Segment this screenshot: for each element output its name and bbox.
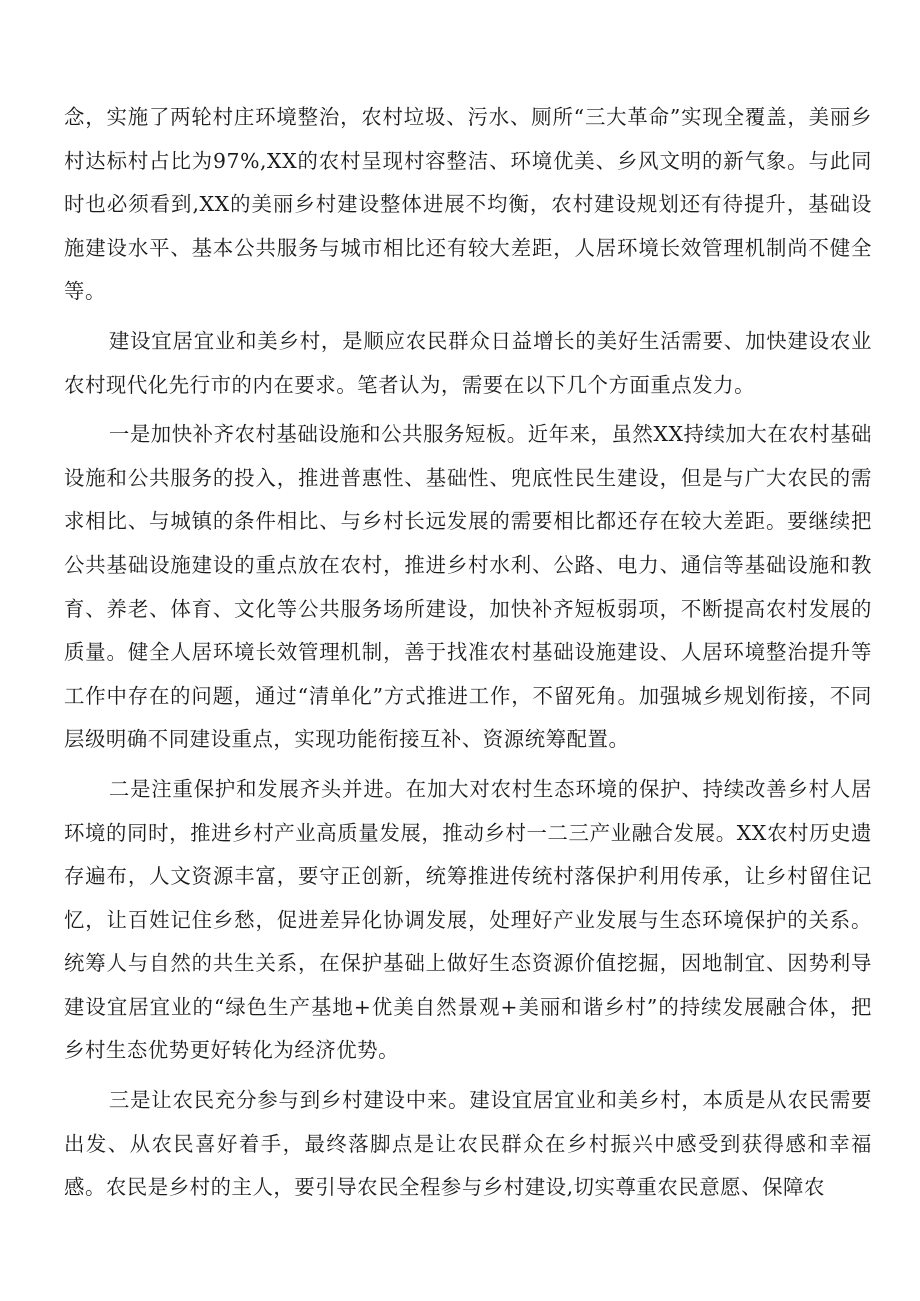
document-body — [64, 96, 872, 1216]
paragraph-4: 二是注重保护和发展齐头并进。在加大对农村生态环境的保护、持续改善乡村人居环境的同时，推进乡村产业高质量发展，推动乡村一二三产业融合发展。XX农村历史遗存遍布，人文资源丰富，要守正创新，统筹推进传统村落保护利用传承，让乡村留住记忆，让百姓记住乡愁，促进差异化协调发展，处理好产业发展与生态环境保护的关系。统筹人与自然的共生关系，在保护基础上做好生态资源价值挖掘，因地制宜、因势利导建设宜居宜业的“绿色生产基地+优美自然景观+美丽和谐乡村”的持续发展融合体，把乡村生态优势更好转化为经济优势。 — [64, 776, 872, 1063]
paragraph-2: 建设宜居宜业和美乡村，是顺应农民群众日益增长的美好生活需要、加快建设农业农村现代化先行市的内在要求。笔者认为，需要在以下几个方面重点发力。 — [64, 328, 872, 397]
paragraph-1: 念，实施了两轮村庄环境整治，农村垃圾、污水、厕所“三大革命”实现全覆盖，美丽乡村达标村占比为97%,XX的农村呈现村容整洁、环境优美、乡风文明的新气象。与此同时也必须看到,XX的美丽乡村建设整体进展不均衡，农村建设规划还有待提升，基础设施建设水平、基本公共服务与城市相比还有较大差距，人居环境长效管理机制尚不健全等。 — [64, 105, 872, 304]
paragraph-3: 一是加快补齐农村基础设施和公共服务短板。近年来，虽然XX持续加大在农村基础设施和公共服务的投入，推进普惠性、基础性、兜底性民生建设，但是与广大农民的需求相比、与城镇的条件相比、与乡村长远发展的需要相比都还存在较大差距。要继续把公共基础设施建设的重点放在农村，推进乡村水利、公路、电力、通信等基础设施和教育、养老、体育、文化等公共服务场所建设，加快补齐短板弱项，不断提高农村发展的质量。健全人居环境长效管理机制，善于找准农村基础设施建设、人居环境整治提升等工作中存在的问题，通过“清单化”方式推进工作，不留死角。加强城乡规划衔接，不同层级明确不同建设重点，实现功能衔接互补、资源统筹配置。 — [64, 422, 872, 752]
paragraph-5: 三是让农民充分参与到乡村建设中来。建设宜居宜业和美乡村，本质是从农民需要出发、从农民喜好着手，最终落脚点是让农民群众在乡村振兴中感受到获得感和幸福感。农民是乡村的主人，要引导农民全程参与乡村建设,切实尊重农民意愿、保障农 — [64, 1088, 872, 1200]
